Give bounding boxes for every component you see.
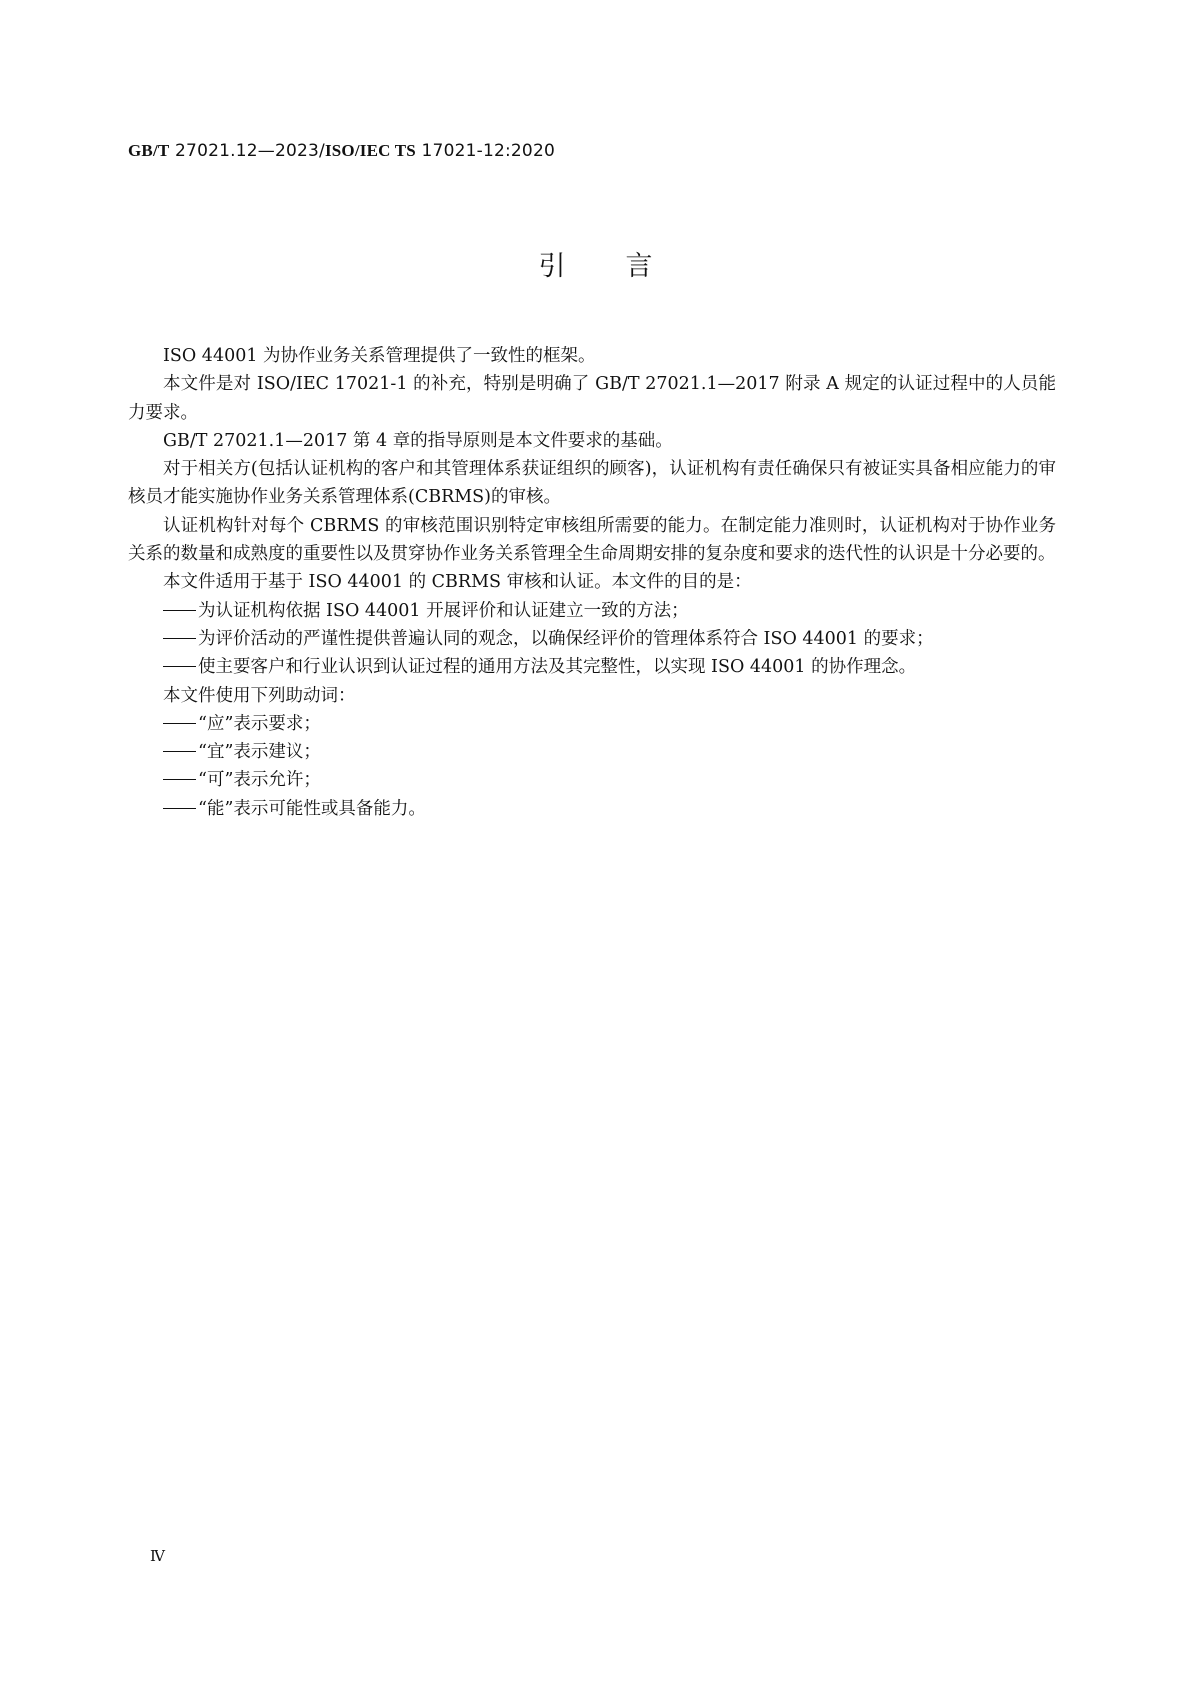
- dash-marker: [163, 666, 196, 667]
- designation-gbt: GB/T: [128, 141, 170, 160]
- list-item: [128, 738, 1056, 766]
- verb-item-4: “能”表示可能性或具备能力。: [198, 798, 426, 819]
- purpose-item-2: 为评价活动的严谨性提供普遍认同的观念，以确保经评价的管理体系符合 ISO 44001 的要求；: [198, 628, 934, 649]
- list-item: [128, 766, 1056, 794]
- verb-item-1: “应”表示要求；: [198, 713, 321, 734]
- dash-marker: [163, 751, 196, 752]
- paragraph-4: 对于相关方(包括认证机构的客户和其管理体系获证组织的顾客)，认证机构有责任确保只有被证实具备相应能力的审核员才能实施协作业务关系管理体系(CBRMS)的审核。: [128, 459, 1056, 508]
- list-item: [128, 710, 1056, 738]
- dash-marker: [163, 610, 196, 611]
- designation-iso-number: 17021-12:2020: [415, 141, 555, 161]
- dash-marker: [163, 723, 196, 724]
- paragraph-5: 认证机构针对每个 CBRMS 的审核范围识别特定审核组所需要的能力。在制定能力准则时，认证机构对于协作业务关系的数量和成熟度的重要性以及贯穿协作业务关系管理全生命周期安排的复杂度和要求的迭代性的认识是十分必要的。: [128, 515, 1056, 565]
- list-item: [128, 625, 1056, 653]
- dash-marker: [163, 808, 196, 809]
- designation-gbt-number: 27021.12—2023/: [169, 141, 325, 161]
- list-item: [128, 653, 1056, 681]
- list-item: [128, 795, 1056, 823]
- page-number: Ⅳ: [150, 1547, 165, 1565]
- paragraph-3: GB/T 27021.1—2017 第 4 章的指导原则是本文件要求的基础。: [163, 430, 673, 451]
- page-title: 引言: [538, 251, 713, 282]
- document-body: [128, 342, 1056, 823]
- paragraph-1: ISO 44001 为协作业务关系管理提供了一致性的框架。: [163, 346, 596, 366]
- dash-marker: [163, 638, 196, 639]
- designation-iso: ISO/IEC TS: [324, 141, 416, 160]
- dash-marker: [163, 779, 196, 780]
- verb-item-3: “可”表示允许；: [198, 770, 321, 791]
- purpose-item-1: 为认证机构依据 ISO 44001 开展评价和认证建立一致的方法；: [198, 600, 689, 621]
- paragraph-6: 本文件适用于基于 ISO 44001 的 CBRMS 审核和认证。本文件的目的是：: [163, 572, 752, 593]
- verbs-intro: 本文件使用下列助动词：: [163, 685, 356, 706]
- list-item: [128, 597, 1056, 625]
- document-designation: [128, 141, 555, 161]
- verb-item-2: “宜”表示建议；: [198, 742, 321, 763]
- paragraph-2: 本文件是对 ISO/IEC 17021-1 的补充，特别是明确了 GB/T 27021.1—2017 附录 A 规定的认证过程中的人员能力要求。: [128, 374, 1056, 423]
- purpose-item-3: 使主要客户和行业认识到认证过程的通用方法及其完整性，以实现 ISO 44001 的协作理念。: [198, 657, 917, 678]
